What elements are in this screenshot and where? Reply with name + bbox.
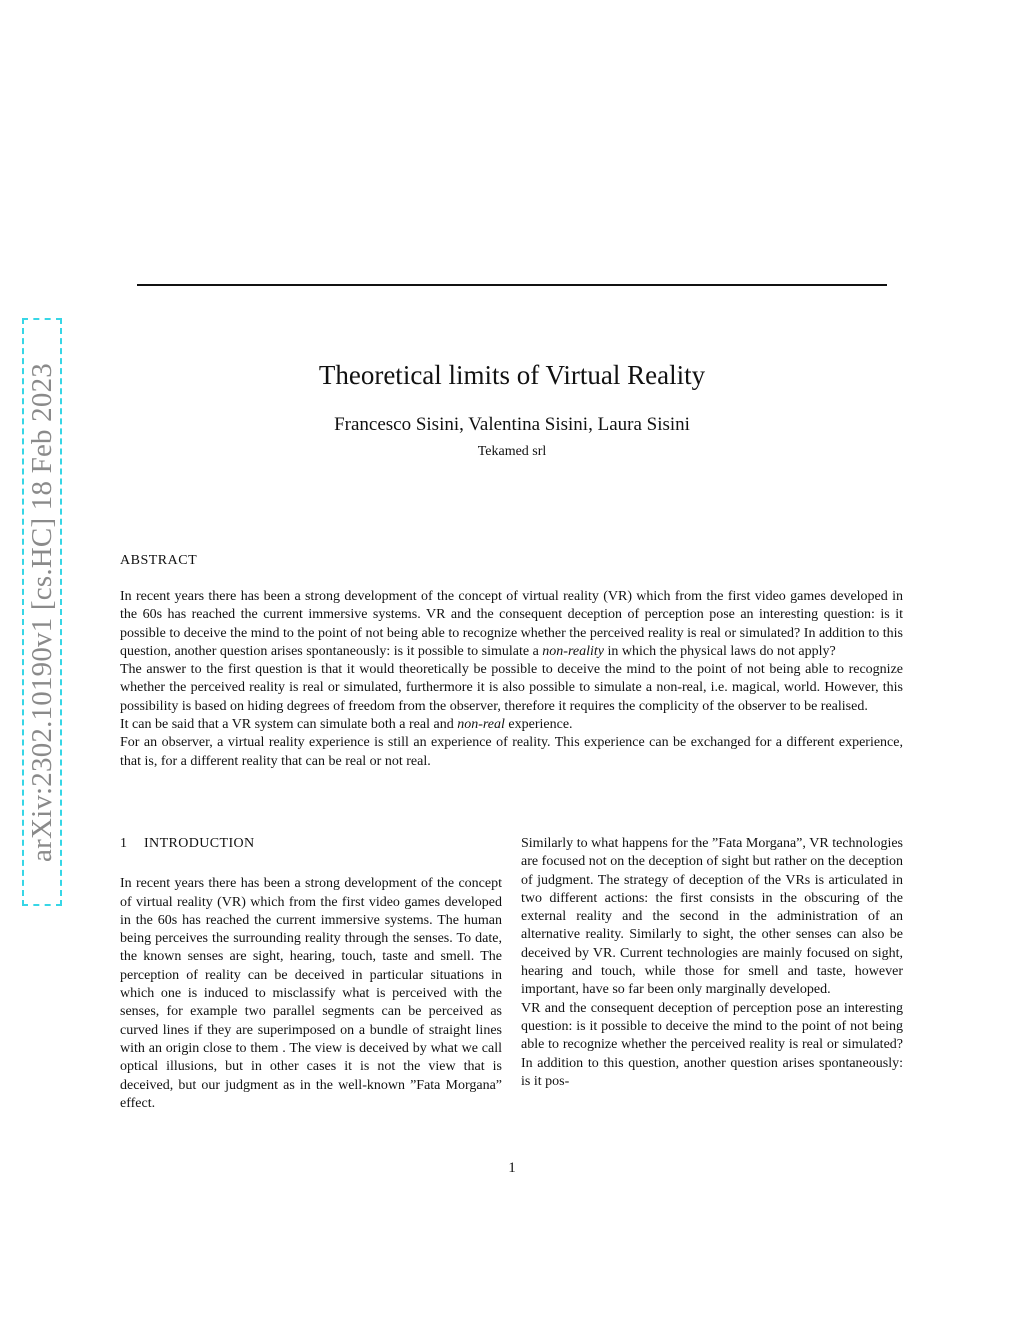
abstract-paragraph: In recent years there has been a strong development of the concept of virtual reality (VR) which from the first video games developed in the 60s has reached the current immersive systems. VR and the consequent deception of perception pose an interesting question: is it possible to deceive the mind to the point of not being able to recognize whether the perceived reality is real or simulated? In addition to this question, another question arises spontaneously: is it possible to simulate a non-reality in which the physical laws do not apply? <box>120 589 903 659</box>
section-number: 1 <box>120 836 128 851</box>
page-number: 1 <box>508 1160 516 1176</box>
emphasis-text: non-real <box>457 717 505 733</box>
paper-title: Theoretical limits of Virtual Reality <box>318 360 706 390</box>
emphasis-text: non-reality <box>542 643 604 659</box>
right-column <box>521 835 903 1091</box>
abstract-paragraph: It can be said that a VR system can simulate both a real and non-real experience. <box>120 717 573 733</box>
left-column <box>120 835 502 1113</box>
arxiv-stamp[interactable] <box>22 318 62 906</box>
abstract-paragraph: The answer to the first question is that it would theoretically be possible to deceive the mind to the point of not being able to recognize whether the perceived reality is real or simulated, furthermore it is also possible to simulate a non-real, i.e. magical, world. However, this possibility is based on hiding degrees of freedom from the observer, therefore it requires the complicity of the observer to be realised. <box>120 662 903 714</box>
body-paragraph: VR and the consequent deception of perception pose an interesting question: is it possible to deceive the mind to the point of not being able to recognize whether the perceived reality is real or simulated? In addition to this question, another question arises spontaneously: is it pos- <box>521 1000 903 1089</box>
affiliation: Tekamed srl <box>477 444 547 459</box>
header-rule <box>137 284 887 286</box>
body-paragraph: In recent years there has been a strong development of the concept of virtual reality (VR) which from the first video games developed in the 60s has reached the current immersive systems. The human being perceives the surrounding reality through the senses. To date, the known senses are sight, hearing, touch, taste and smell. The perception of reality can be deceived in particular situations in which one is induced to misclassify what is perceived with the senses, for example two parallel segments can be perceived as curved lines if they are superimposed on a bundle of straight lines with an origin close to them . The view is deceived by what we call optical illusions, but in other cases it is not the view that is deceived, but our judgment as in the well-known ”Fata Morgana” effect. <box>120 876 502 1111</box>
section-title: INTRODUCTION <box>144 836 255 851</box>
abstract-heading: ABSTRACT <box>120 553 198 568</box>
author-list: Francesco Sisini, Valentina Sisini, Laura Sisini <box>334 414 690 435</box>
abstract-paragraph: For an observer, a virtual reality experience is still an experience of reality. This experience can be exchanged for a different experience, that is, for a different reality that can be real or not real. <box>120 735 903 769</box>
arxiv-identifier[interactable]: arXiv:2302.10190v1 [cs.HC] 18 Feb 2023 <box>25 362 58 862</box>
section-heading <box>120 835 502 853</box>
abstract-body <box>120 588 903 771</box>
body-paragraph: Similarly to what happens for the ”Fata Morgana”, VR technologies are focused not on the deception of sight but rather on the deception of judgment. The strategy of deception of the VRs is articulated in two different actions: the first consists in the obscuring of the external reality and the second in the administration of an alternative reality. Similarly to sight, the other senses can also be deceived by VR. Current technologies are mainly focused on sight, hearing and touch, while those for smell and taste, however important, have so far been only marginally developed. <box>521 836 903 998</box>
